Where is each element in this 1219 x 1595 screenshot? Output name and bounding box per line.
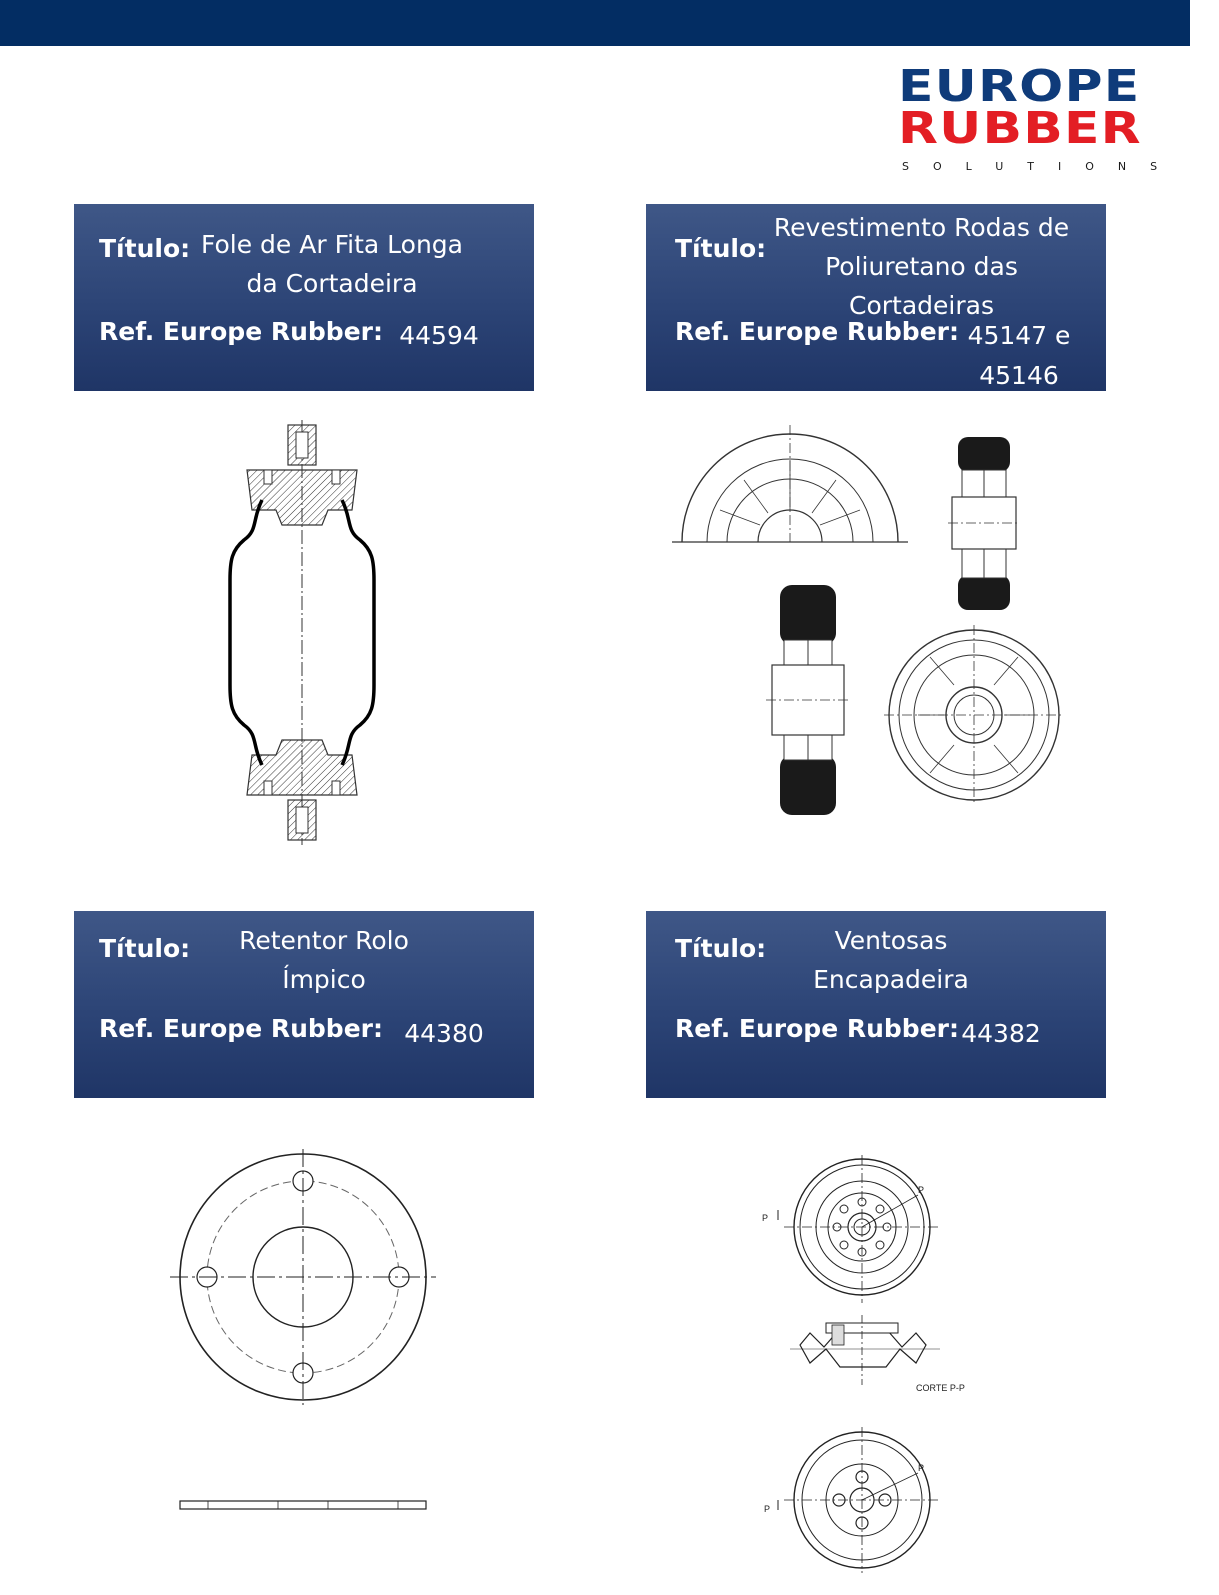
title-label: Título:: [99, 234, 191, 263]
section-caption: CORTE P-P: [916, 1383, 965, 1393]
product-ref: 44594: [399, 321, 479, 350]
suction-cup-drawing: [762, 1155, 990, 1595]
product-card-4: [646, 911, 1106, 1098]
product-card-3: [74, 911, 534, 1098]
section-label-bottom-right: P: [918, 1463, 925, 1473]
top-bar: [0, 0, 1190, 46]
logo-line-europe: EUROPE: [898, 61, 1141, 112]
wheel-coating-drawing: [672, 425, 1082, 825]
section-label-bottom-left: P: [764, 1504, 771, 1514]
product-title: Revestimento Rodas de Poliuretano das Cortadeiras: [773, 213, 1070, 320]
ref-label: Ref. Europe Rubber:: [99, 317, 383, 346]
title-label: Título:: [675, 234, 767, 263]
logo-line-rubber: RUBBER: [898, 103, 1142, 154]
brand-logo: [898, 61, 1182, 181]
product-title: Retentor Rolo Ímpico: [239, 926, 409, 994]
title-label: Título:: [99, 934, 191, 963]
section-label-right: P: [918, 1185, 925, 1195]
section-label-left: P: [762, 1213, 769, 1223]
ref-label: Ref. Europe Rubber:: [675, 1014, 959, 1043]
product-title: Ventosas Encapadeira: [813, 926, 969, 994]
product-ref: 44382: [961, 1019, 1041, 1048]
seal-ring-drawing: [168, 1147, 438, 1517]
product-ref: 44380: [404, 1019, 484, 1048]
logo-line-solutions: SOLUTIONS: [902, 160, 1182, 173]
product-card-1: [74, 204, 534, 391]
air-bellow-drawing: [222, 420, 382, 845]
product-title: Fole de Ar Fita Longa da Cortadeira: [201, 230, 463, 298]
ref-label: Ref. Europe Rubber:: [675, 317, 959, 346]
product-card-2: [646, 204, 1106, 391]
product-ref: 45147 e 45146: [967, 321, 1071, 390]
ref-label: Ref. Europe Rubber:: [99, 1014, 383, 1043]
title-label: Título:: [675, 934, 767, 963]
